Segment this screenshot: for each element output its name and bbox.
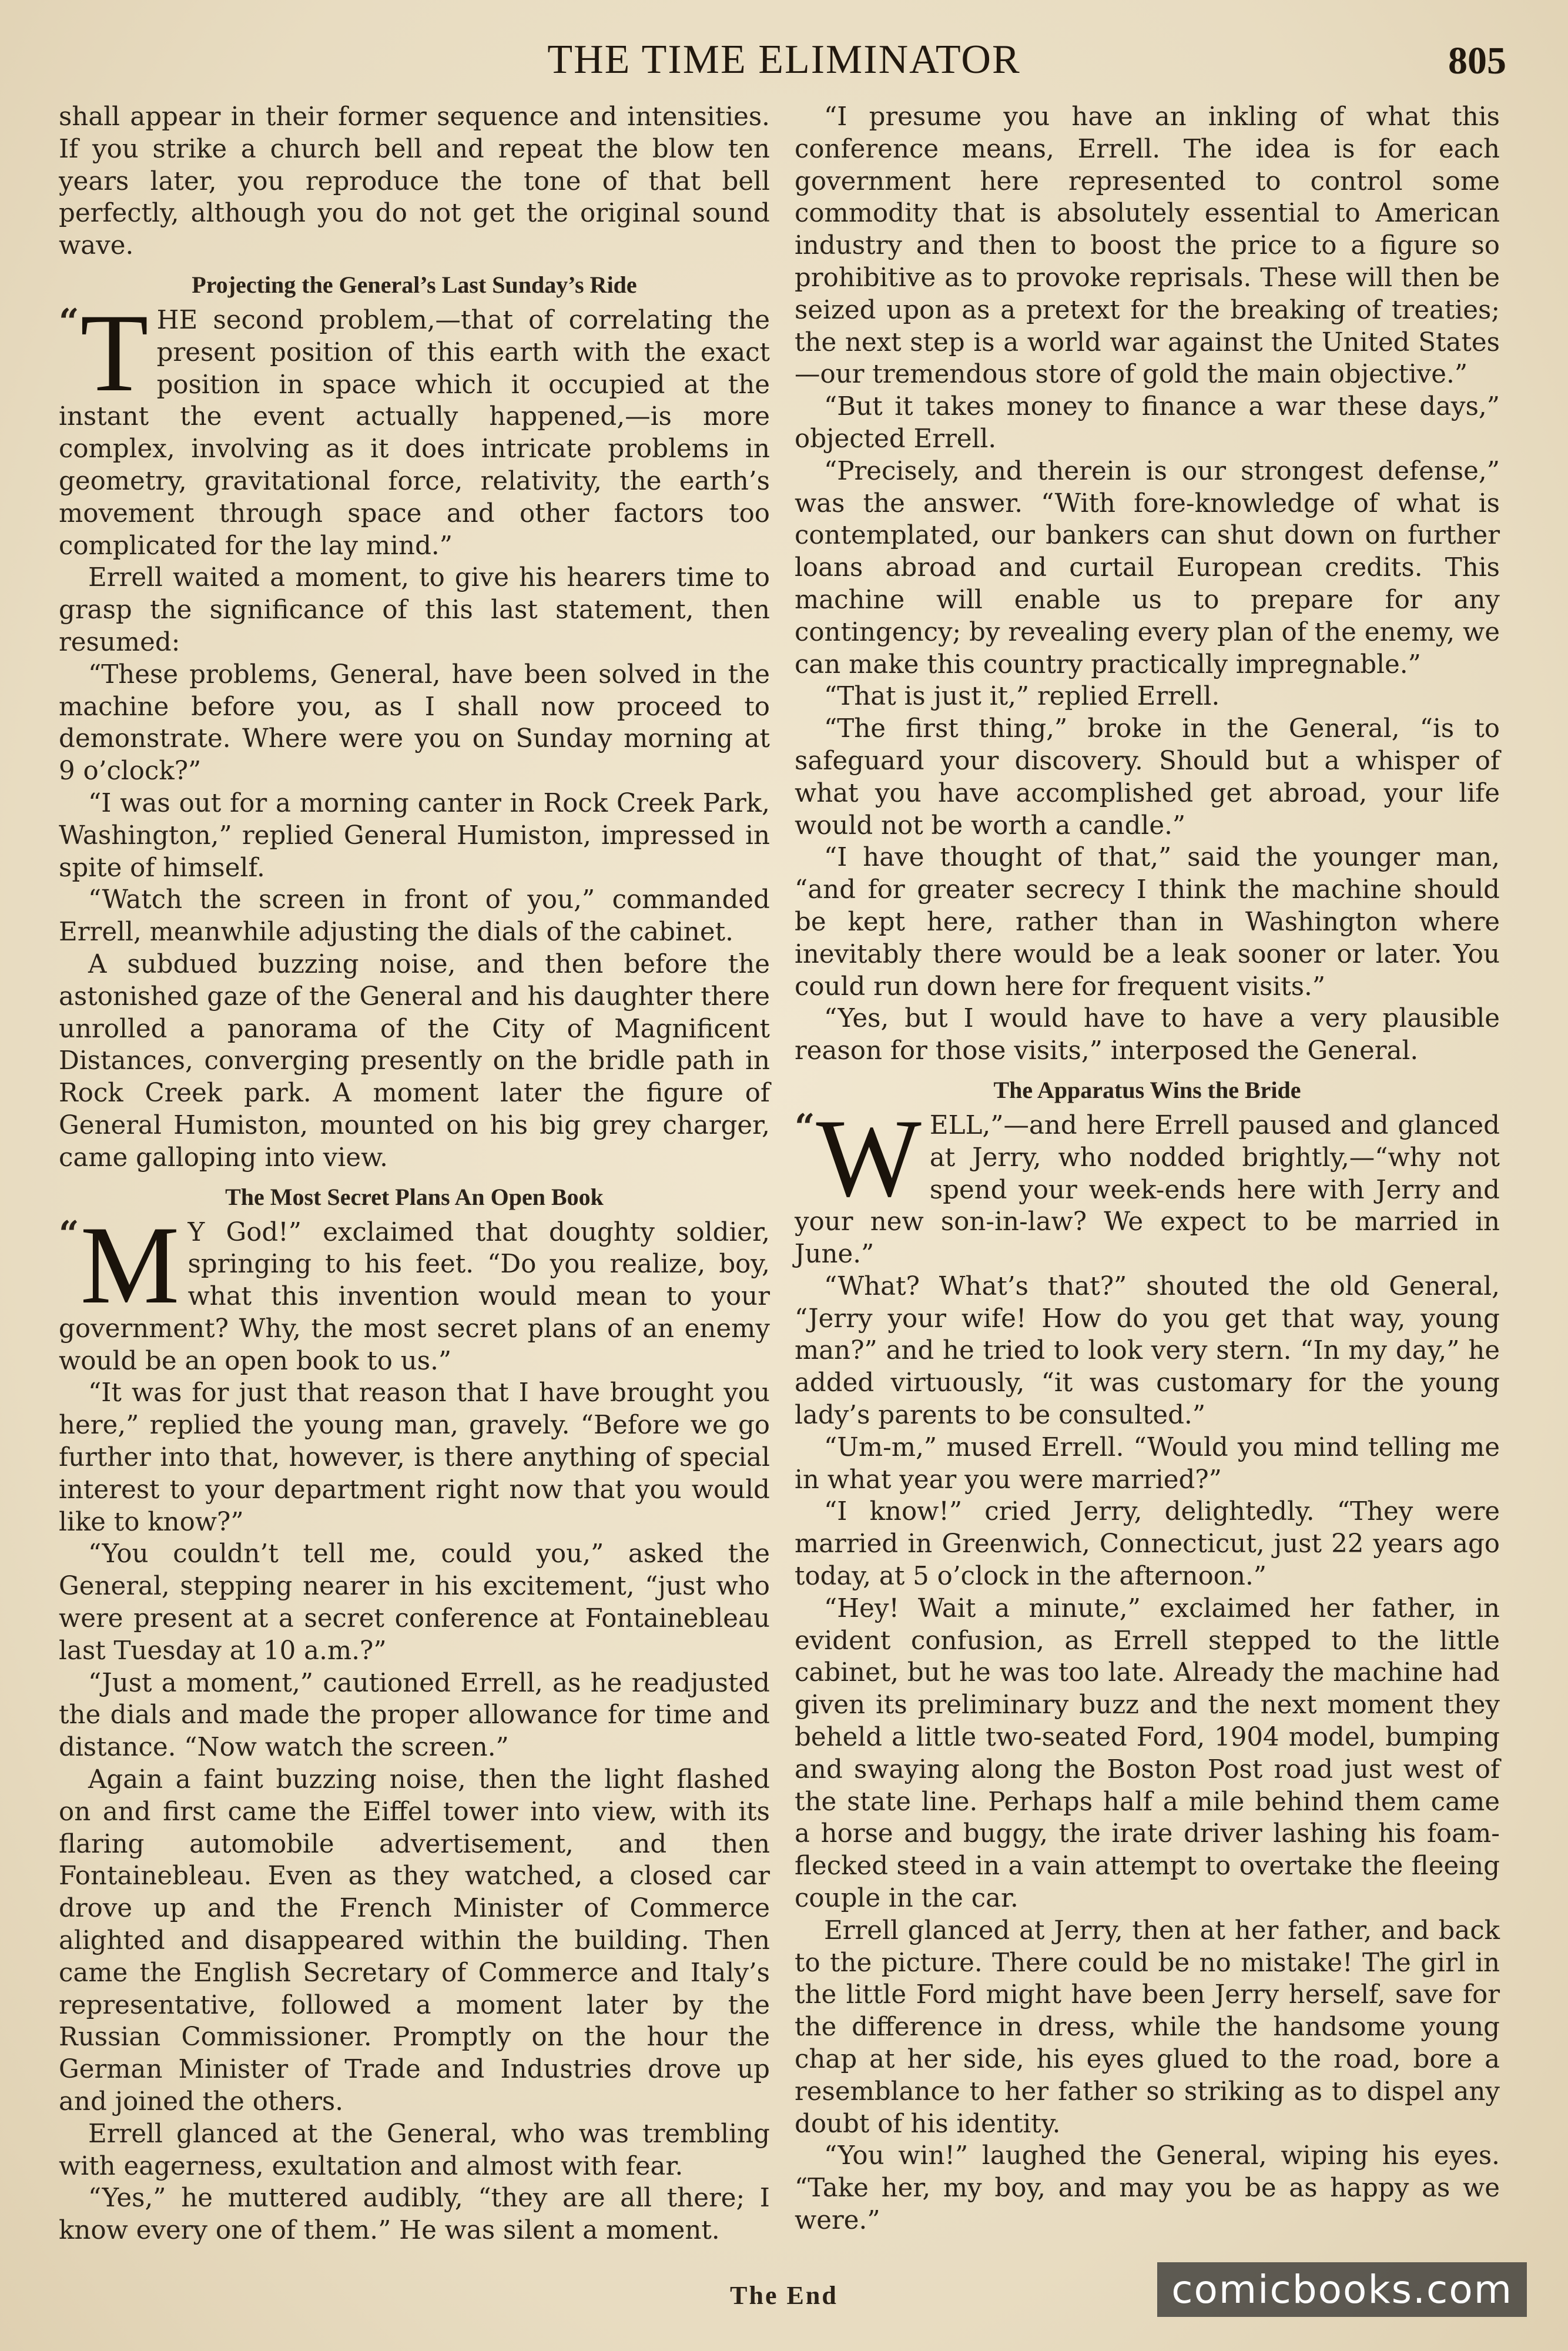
paragraph: “But it takes money to finance a war these days,” objected Errell.: [795, 392, 1500, 454]
paragraph: Errell waited a moment, to give his hearers time to grasp the significance of this last statement, then resumed:: [59, 563, 770, 657]
dropcap-paragraph: [59, 1203, 770, 1378]
drop-cap: T: [80, 291, 149, 415]
paragraph: “Precisely, and therein is our strongest defense,” was the answer. “With fore-knowledge of what is contemplated, our bankers can shut down on further loans abroad and curtail European credits. This machine will enable us to prepare for any contingency; by revealing every plan of the enemy, we can make this country practically impregnable.”: [795, 456, 1500, 679]
right-column: [795, 101, 1500, 2237]
section-subhead: The Apparatus Wins the Bride: [993, 1076, 1301, 1103]
paragraph-text: ELL,”—and here Errell paused and glanced at Jerry, who nodded brightly,—“why not spend your week-ends here with Jerry and your new son-in-law? We expect to be married in June.”: [795, 1110, 1500, 1270]
paragraph: “Um-m,” mused Errell. “Would you mind telling me in what year you were married?”: [795, 1432, 1500, 1495]
paragraph: Again a faint buzzing noise, then the light flashed on and first came the Eiffel tower into view, with its flaring automobile advertisement, and then Fontainebleau. Even as they watched, a closed car drove up and the French Minister of Commerce alighted and disappeared within the building. Then came the English Secretary of Commerce and Italy’s representative, followed a moment later by the Russian Commissioner. Promptly on the hour the German Minister of Trade and Industries drove up and joined the others.: [59, 1765, 770, 2117]
left-column: [59, 101, 770, 2247]
paragraph: “Just a moment,” cautioned Errell, as he readjusted the dials and made the proper allowance for time and distance. “Now watch the screen.”: [59, 1668, 770, 1763]
dropcap-paragraph: [795, 1096, 1500, 1271]
paragraph: “I presume you have an inkling of what this conference means, Errell. The idea is for each government here represented to control some commodity that is absolutely essential to American industry and then to boost the price to a figure so prohibitive as to provoke reprisals. These will then be seized upon as a pretext for the breaking of treaties; the next step is a world war against the United States —our tremendous store of gold the main objective.”: [795, 102, 1500, 390]
paragraph: “I know!” cried Jerry, delightedly. “They were married in Greenwich, Connecticut, just 22 years ago today, at 5 o’clock in the afternoon.”: [795, 1497, 1500, 1592]
paragraph-text: HE second problem,—that of correlating the present position of this earth with the exact position in space which it occupied at the instant the event actually happened,—is more complex, involving as it does intricate problems in geometry, gravitational force, relativity, the earth’s movement through space and other factors too complicated for the lay mind.”: [59, 305, 770, 561]
opening-quote: “: [59, 1213, 79, 1255]
dropcap-paragraph: [59, 291, 770, 562]
paragraph: “It was for just that reason that I have brought you here,” replied the young man, gravely. “Before we go further into that, however, is there anything of special interest to your department right now that you would like to know?”: [59, 1378, 770, 1537]
site-watermark: comicbooks.com: [1157, 2262, 1527, 2317]
page-number: 805: [1448, 39, 1506, 82]
drop-cap: M: [80, 1203, 180, 1327]
paragraph: “That is just it,” replied Errell.: [824, 682, 1220, 712]
paragraph: “I was out for a morning canter in Rock Creek Park, Washington,” replied General Humiston, impressed in spite of himself.: [59, 788, 770, 883]
paragraph: “Watch the screen in front of you,” commanded Errell, meanwhile adjusting the dials of the cabinet.: [59, 885, 770, 947]
paragraph: “You win!” laughed the General, wiping his eyes. “Take her, my boy, and may you be as happy as we were.”: [795, 2141, 1500, 2235]
paragraph: “What? What’s that?” shouted the old General, “Jerry your wife! How do you get that way, young man?” and he tried to look very stern. “In my day,” he added virtuously, “it was customary for the young lady’s parents to be consulted.”: [795, 1271, 1500, 1431]
paragraph: “You couldn’t tell me, could you,” asked the General, stepping nearer in his excitement, “just who were present at a secret conference at Fontainebleau last Tuesday at 10 a.m.?”: [59, 1539, 770, 1666]
paragraph: “I have thought of that,” said the younger man, “and for greater secrecy I think the machine should be kept here, rather than in Washington where inevitably there would be a leak sooner or later. You could run down here for frequent visits.”: [795, 843, 1500, 1002]
paragraph: “The first thing,” broke in the General, “is to safeguard your discovery. Should but a whisper of what you have accomplished get abroad, your life would not be worth a candle.”: [795, 714, 1500, 840]
paragraph-text: Y God!” exclaimed that doughty soldier, springing to his feet. “Do you realize, boy, what this invention would mean to your government? Why, the most secret plans of an enemy would be an open book to us.”: [59, 1217, 770, 1376]
opening-quote: “: [795, 1106, 815, 1148]
paragraph: “Yes,” he muttered audibly, “they are all there; I know every one of them.” He was silent a moment.: [59, 2183, 770, 2246]
opening-quote: “: [59, 301, 79, 343]
paragraph: Errell glanced at the General, who was trembling with eagerness, exultation and almost with fear.: [59, 2119, 770, 2181]
paragraph: A subdued buzzing noise, and then before the astonished gaze of the General and his daughter there unrolled a panorama of the City of Magnificent Distances, converging presently on the bridle path in Rock Creek park. A moment later the figure of General Humiston, mounted on his big grey charger, came galloping into view.: [59, 949, 770, 1173]
section-subhead: The Most Secret Plans An Open Book: [225, 1183, 604, 1210]
paragraph: Errell glanced at Jerry, then at her father, and back to the picture. There could be no mistake! The girl in the little Ford might have been Jerry herself, save for the difference in dress, while the handsome young chap at her side, his eyes glued to the road, bore a resemblance to her father so striking as to dispel any doubt of his identity.: [795, 1915, 1500, 2139]
paragraph: “Yes, but I would have to have a very plausible reason for those visits,” interposed the General.: [795, 1004, 1500, 1066]
drop-cap: W: [816, 1096, 922, 1220]
section-subhead: Projecting the General’s Last Sunday’s Ride: [192, 271, 637, 298]
paragraph: shall appear in their former sequence and intensities. If you strike a church bell and repeat the blow ten years later, you reproduce the tone of that bell perfectly, although you do not get the original sound wave.: [59, 102, 770, 261]
paragraph: “Hey! Wait a minute,” exclaimed her father, in evident confusion, as Errell stepped to the little cabinet, but he was too late. Already the machine had given its preliminary buzz and the next moment they beheld a little two-seated Ford, 1904 model, bumping and swaying along the Boston Post road just west of the state line. Perhaps half a mile behind them came a horse and buggy, the irate driver lashing his foam-flecked steed in a vain attempt to overtake the fleeing couple in the car.: [795, 1593, 1500, 1914]
paragraph: “These problems, General, have been solved in the machine before you, as I shall now proceed to demonstrate. Where were you on Sunday morning at 9 o’clock?”: [59, 659, 770, 786]
running-title: THE TIME ELIMINATOR: [547, 37, 1021, 82]
the-end-label: The End: [730, 2281, 838, 2310]
